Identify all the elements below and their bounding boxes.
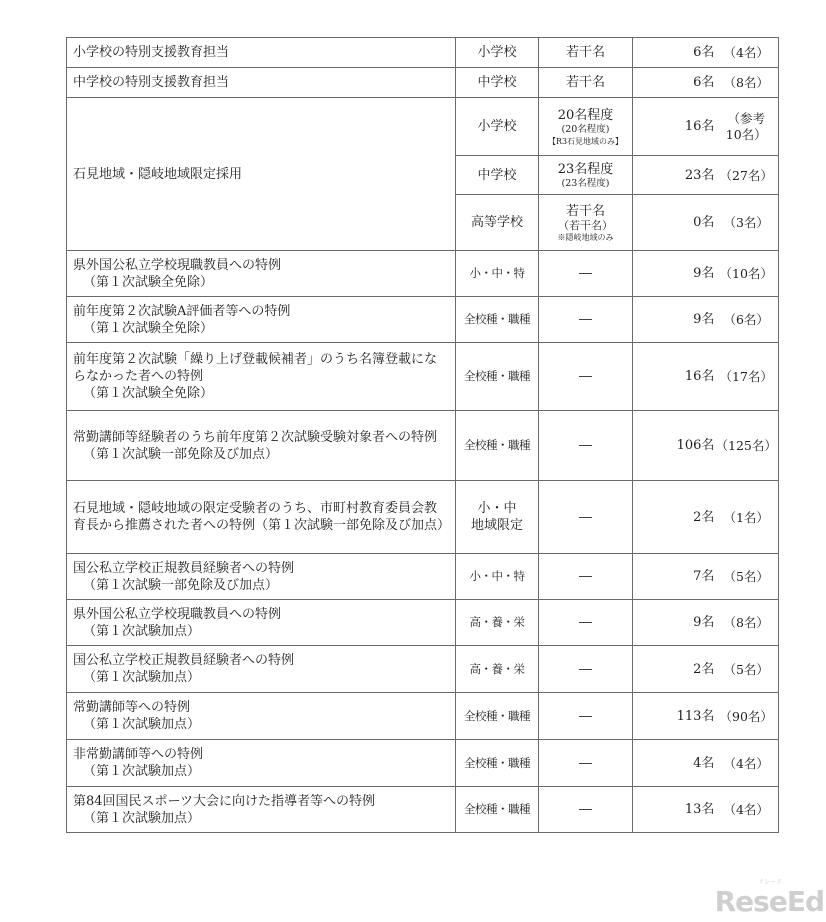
result-cell xyxy=(633,646,779,693)
table-row xyxy=(67,740,779,787)
result-count: 106名 xyxy=(676,438,715,453)
table-row xyxy=(67,646,779,693)
category-title: 常勤講師等経験者のうち前年度第２次試験受験対象者への特例 xyxy=(73,429,438,445)
school-type-line2: 地域限定 xyxy=(470,518,523,533)
category-note: （第１次試験加点） xyxy=(83,764,201,779)
category-note: （第１次試験全免除） xyxy=(83,274,214,290)
table-row xyxy=(67,297,779,343)
category-title: 国公私立学校正規教員経験者への特例 xyxy=(73,653,295,668)
school-type-line1: 小・中 xyxy=(477,501,517,516)
school-type-cell: 小学校 xyxy=(456,98,539,156)
result-cell xyxy=(633,693,779,740)
school-type-cell: 高・養・栄 xyxy=(456,646,539,693)
planned-count-cell: ― xyxy=(539,646,633,693)
planned-count-cell xyxy=(539,156,633,195)
result-count: 7名 xyxy=(693,569,715,584)
table-row xyxy=(67,38,779,68)
school-type-cell: 小学校 xyxy=(456,38,539,68)
planned-count-cell xyxy=(539,98,633,156)
previous-count: （90名） xyxy=(719,708,773,724)
previous-count: （27名） xyxy=(719,167,773,183)
result-cell xyxy=(633,98,779,156)
table-row xyxy=(67,98,779,156)
school-type-cell: 全校種・職種 xyxy=(456,740,539,787)
table-row xyxy=(67,411,779,481)
result-count: 23名 xyxy=(684,167,715,183)
category-cell xyxy=(67,251,456,297)
table-row xyxy=(67,68,779,98)
result-cell xyxy=(633,554,779,600)
planned-count-note: 【R3石見地域のみ】 xyxy=(547,136,624,146)
result-count: 6名 xyxy=(693,75,715,90)
category-note: （第１次試験加点） xyxy=(83,717,201,732)
previous-count: （125名） xyxy=(715,438,777,453)
category-title: 県外国公私立学校現職教員への特例 xyxy=(73,257,282,273)
category-cell: 石見地域・隠岐地域の限定受験者のうち、市町村教育委員会教育長から推薦された者への特例（第１次試験一部免除及び加点） xyxy=(67,481,456,554)
planned-count-cell xyxy=(539,195,633,251)
result-count: 9名 xyxy=(693,312,715,327)
school-type-cell: 中学校 xyxy=(456,156,539,195)
table-row xyxy=(67,481,779,554)
table-row xyxy=(67,554,779,600)
category-note: （第１次試験全免除） xyxy=(83,386,214,401)
result-count: 16名 xyxy=(684,369,715,384)
result-cell xyxy=(633,343,779,411)
result-cell xyxy=(633,68,779,98)
school-type-cell xyxy=(456,481,539,554)
school-type-cell: 全校種・職種 xyxy=(456,787,539,833)
planned-count-cell: ― xyxy=(539,343,633,411)
school-type-cell: 全校種・職種 xyxy=(456,343,539,411)
category-cell xyxy=(67,600,456,646)
previous-count: （4名） xyxy=(723,755,769,771)
category-title: 前年度第２次試験「繰り上げ登載候補者」のうち名簿登載にならなかった者への特例 xyxy=(73,352,438,384)
table-row xyxy=(67,787,779,833)
result-cell xyxy=(633,38,779,68)
category-cell xyxy=(67,343,456,411)
school-type-cell: 中学校 xyxy=(456,68,539,98)
previous-count: （4名） xyxy=(723,45,769,60)
result-count: 13名 xyxy=(684,802,715,817)
previous-count xyxy=(714,111,778,143)
table-row xyxy=(67,693,779,740)
category-cell xyxy=(67,693,456,740)
planned-count-cell: ― xyxy=(539,297,633,343)
result-count: 0名 xyxy=(693,215,715,230)
category-cell: 石見地域・隠岐地域限定採用 xyxy=(67,98,456,251)
school-type-cell: 小・中・特 xyxy=(456,554,539,600)
planned-count: 若干名 xyxy=(565,203,605,219)
result-cell xyxy=(633,251,779,297)
previous-count: （5名） xyxy=(723,569,769,584)
category-cell xyxy=(67,787,456,833)
category-title: 第84回国民スポーツ大会に向けた指導者等への特例 xyxy=(73,793,376,809)
planned-count-cell: ― xyxy=(539,740,633,787)
category-note: （第１次試験一部免除及び加点） xyxy=(83,577,279,593)
result-cell xyxy=(633,156,779,195)
school-type-cell: 高・養・栄 xyxy=(456,600,539,646)
special-selection-table xyxy=(66,37,779,833)
planned-count-cell: ― xyxy=(539,251,633,297)
category-title: 前年度第２次試験A評価者等への特例 xyxy=(73,303,291,319)
category-cell xyxy=(67,297,456,343)
previous-count-line1: （参考 xyxy=(727,110,765,126)
logo-ruby: リシード xyxy=(757,879,782,886)
category-cell xyxy=(67,740,456,787)
category-title: 国公私立学校正規教員経験者への特例 xyxy=(73,560,295,576)
result-cell xyxy=(633,481,779,554)
planned-count-cell: ― xyxy=(539,411,633,481)
result-count: 6名 xyxy=(693,45,715,60)
category-note: （第１次試験加点） xyxy=(83,670,201,685)
category-note: （第１次試験一部免除及び加点） xyxy=(83,446,279,462)
category-cell xyxy=(67,554,456,600)
table-row xyxy=(67,251,779,297)
result-cell xyxy=(633,411,779,481)
previous-count: （8名） xyxy=(723,75,769,90)
category-cell xyxy=(67,646,456,693)
school-type-cell: 全校種・職種 xyxy=(456,297,539,343)
previous-count: （5名） xyxy=(723,661,769,677)
category-cell: 小学校の特別支援教育担当 xyxy=(67,38,456,68)
table-row xyxy=(67,600,779,646)
planned-count-prev: (20名程度) xyxy=(561,123,610,135)
result-count: 9名 xyxy=(693,266,715,281)
category-cell xyxy=(67,411,456,481)
result-count: 2名 xyxy=(693,661,715,677)
result-count: 2名 xyxy=(693,509,715,525)
previous-count: （10名） xyxy=(719,266,773,281)
planned-count-note: ※隠岐地域のみ xyxy=(557,232,614,242)
planned-count-cell: 若干名 xyxy=(539,68,633,98)
planned-count: 23名程度 xyxy=(557,161,614,177)
result-count: 113名 xyxy=(676,708,715,724)
category-title: 県外国公私立学校現職教員への特例 xyxy=(73,606,282,622)
table-row xyxy=(67,343,779,411)
category-note: （第１次試験全免除） xyxy=(83,320,214,336)
result-count: 4名 xyxy=(693,755,715,771)
previous-count: （8名） xyxy=(723,615,769,630)
category-note: （第１次試験加点） xyxy=(83,623,201,639)
previous-count-line2: 10名） xyxy=(725,126,767,142)
school-type-cell: 全校種・職種 xyxy=(456,411,539,481)
category-cell: 中学校の特別支援教育担当 xyxy=(67,68,456,98)
school-type-cell: 高等学校 xyxy=(456,195,539,251)
planned-count-prev: (23名程度) xyxy=(561,177,610,189)
planned-count-cell: ― xyxy=(539,787,633,833)
school-type-cell: 小・中・特 xyxy=(456,251,539,297)
result-cell xyxy=(633,297,779,343)
school-type-cell: 全校種・職種 xyxy=(456,693,539,740)
result-cell xyxy=(633,740,779,787)
planned-count-cell: ― xyxy=(539,481,633,554)
planned-count-cell: 若干名 xyxy=(539,38,633,68)
previous-count: （17名） xyxy=(719,369,773,384)
result-cell xyxy=(633,600,779,646)
category-title: 非常勤講師等への特例 xyxy=(73,747,204,762)
planned-count-cell: ― xyxy=(539,693,633,740)
result-count: 16名 xyxy=(684,119,715,134)
planned-count: 20名程度 xyxy=(557,107,614,123)
reseed-logo: ReseEd xyxy=(714,885,824,918)
previous-count: （3名） xyxy=(723,215,769,230)
previous-count: （6名） xyxy=(723,312,769,327)
result-cell xyxy=(633,195,779,251)
result-cell xyxy=(633,787,779,833)
planned-count-cell: ― xyxy=(539,554,633,600)
planned-count-cell: ― xyxy=(539,600,633,646)
planned-count-prev: （若干名） xyxy=(558,218,613,232)
result-count: 9名 xyxy=(693,615,715,630)
category-note: （第１次試験加点） xyxy=(83,810,201,826)
category-title: 常勤講師等への特例 xyxy=(73,700,191,715)
previous-count: （4名） xyxy=(723,802,769,817)
previous-count: （1名） xyxy=(723,509,769,525)
